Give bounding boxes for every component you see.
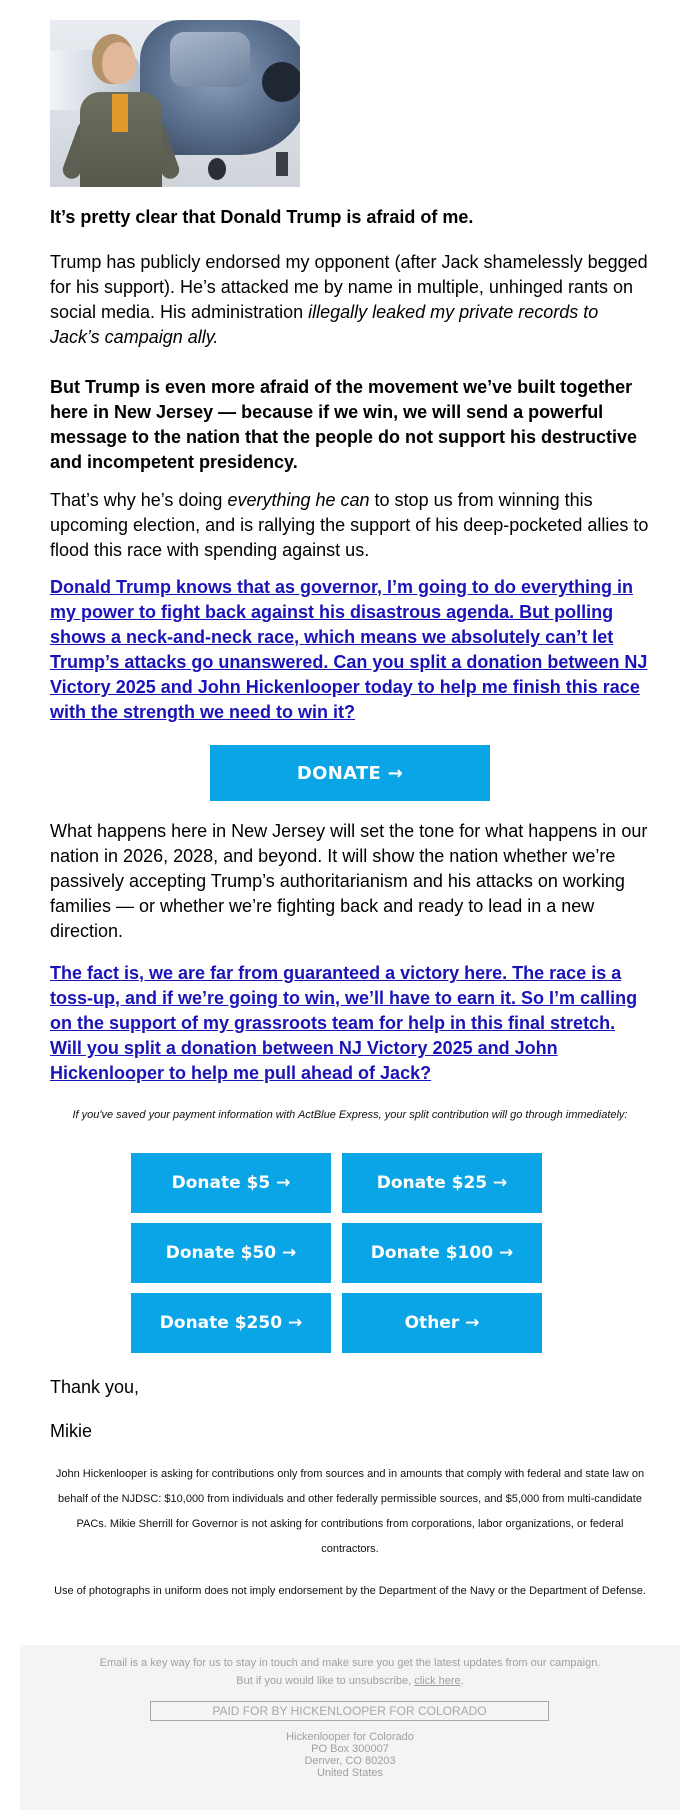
signoff-thanks: Thank you, — [50, 1377, 140, 1397]
footer-unsubscribe-line — [20, 1675, 680, 1687]
address-line: Hickenlooper for Colorado — [286, 1731, 414, 1743]
donate-5-button[interactable]: Donate $5 → — [131, 1153, 331, 1213]
paid-for-box: PAID FOR BY HICKENLOOPER FOR COLORADO — [150, 1701, 549, 1721]
footer-text: . — [460, 1675, 464, 1687]
paragraph-text: That’s why he’s doing — [50, 490, 228, 510]
photo-person-shirt — [112, 94, 128, 132]
photo-landing-gear — [276, 152, 288, 176]
photo-person-head — [102, 42, 136, 84]
paragraph-new-jersey: What happens here in New Jersey will set the tone for what happens in our nation in 2026, 2028, and beyond. It will show the nation whether we’re passively accepting Trump’s authoritarianism and his attacks on working families — or whether we’re fighting back and ready to lead in a new direction. — [50, 821, 648, 941]
paragraph-text: Trump has publicly endorsed my opponent (after Jack shamelessly begged for his support). He’s attacked me by name in multiple, unhinged rants on social media. His administration — [50, 252, 648, 322]
donate-50-button[interactable]: Donate $50 → — [131, 1223, 331, 1283]
unsubscribe-link[interactable]: click here — [414, 1675, 461, 1687]
donate-button[interactable]: DONATE → — [210, 745, 490, 801]
paragraph-emphasis: illegally leaked my private records to Jack’s campaign ally. — [50, 302, 599, 347]
footer-address — [20, 1731, 680, 1779]
paragraph-text: to stop us from winning this upcoming election, and is rallying the support of his deep-pocketed allies to flood this race with spending against us. — [50, 490, 649, 560]
donate-25-button[interactable]: Donate $25 → — [342, 1153, 542, 1213]
paragraph-endorsement — [50, 250, 650, 350]
address-line: Denver, CO 80203 — [304, 1755, 396, 1767]
donation-link-2[interactable]: The fact is, we are far from guaranteed a victory here. The race is a toss-up, and if we’re going to win, we’ll have to earn it. So I’m calling on the support of my grassroots team for help in this final stretch. Will you split a donation between NJ Victory 2025 and John Hickenlooper to help me pull ahead of Jack? — [50, 963, 638, 1083]
photo-helicopter-nose — [262, 62, 300, 102]
donate-100-button[interactable]: Donate $100 → — [342, 1223, 542, 1283]
footer-email-note: Email is a key way for us to stay in touch and make sure you get the latest updates from our campaign. — [99, 1657, 601, 1669]
photo-wheel — [208, 158, 226, 180]
paragraph-spending — [50, 488, 650, 563]
donate-other-button[interactable]: Other → — [342, 1293, 542, 1353]
footer-text: But if you would like to unsubscribe, — [236, 1675, 415, 1687]
intro-heading: It’s pretty clear that Donald Trump is afraid of me. — [50, 207, 474, 227]
donation-link-1[interactable]: Donald Trump knows that as governor, I’m going to do everything in my power to fight back against his disastrous agenda. But polling shows a neck-and-neck race, which means we absolutely can’t let Trump’s attacks go unanswered. Can you split a donation between NJ Victory 2025 and John Hickenlooper today to help me finish this race with the strength we need to win it? — [50, 577, 648, 722]
legal-disclaimer: John Hickenlooper is asking for contributions only from sources and in amounts that comply with federal and state law on behalf of the NJDSC: $10,000 from individuals and other federally permissible sources, and $5,000 from multi-candidate PACs. Mikie Sherrill for Governor is not asking for contributions from corporations, labor organizations, or federal contractors. — [55, 1468, 645, 1555]
signoff-name: Mikie — [50, 1421, 93, 1441]
hero-photo — [50, 20, 300, 187]
donation-appeal-1 — [50, 575, 650, 725]
paragraph-emphasis: everything he can — [227, 490, 370, 510]
photo-helicopter-window — [170, 32, 250, 87]
donate-250-button[interactable]: Donate $250 → — [131, 1293, 331, 1353]
address-line: United States — [316, 1767, 384, 1779]
uniform-disclaimer: Use of photographs in uniform does not imply endorsement by the Department of the Navy or the Department of Defense. — [54, 1585, 646, 1597]
donation-amount-grid — [131, 1153, 542, 1353]
address-line: PO Box 300007 — [311, 1743, 389, 1755]
donation-appeal-2 — [50, 961, 650, 1086]
actblue-express-note: If you've saved your payment information with ActBlue Express, your split contribution will go through immediately: — [72, 1109, 628, 1121]
paragraph-movement: But Trump is even more afraid of the movement we’ve built together here in New Jersey — because if we win, we will send a powerful message to the nation that the people do not support his destructive and incompetent presidency. — [50, 377, 638, 472]
email-footer — [20, 1645, 680, 1810]
